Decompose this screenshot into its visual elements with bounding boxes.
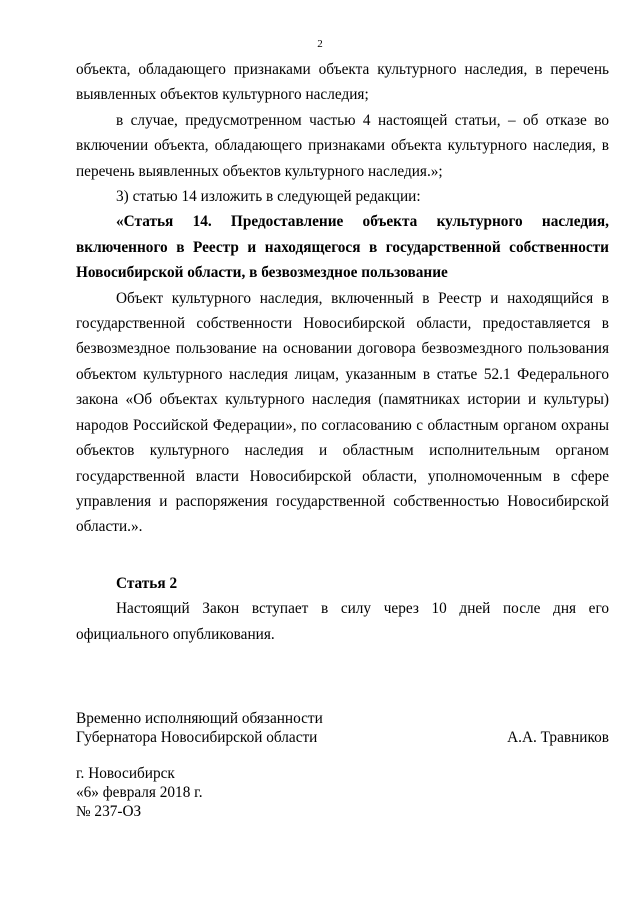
footer-law-number: № 237-ОЗ bbox=[76, 803, 142, 820]
article-2-heading: Статья 2 bbox=[116, 574, 178, 592]
signatory-position-line1: Временно исполняющий обязанности bbox=[76, 710, 323, 727]
footer-date: «6» февраля 2018 г. bbox=[76, 784, 203, 801]
document-footer bbox=[76, 764, 203, 821]
paragraph-refusal-case: в случае, предусмотренном частью 4 настоящей статьи, – об отказе во включении объекта, обладающего признаками объекта культурного наследия, в перечень выявленных объектов культурного наследия.»; bbox=[76, 111, 609, 180]
document-body bbox=[76, 57, 609, 647]
paragraph-amendment-article-14: 3) статью 14 изложить в следующей редакции: bbox=[116, 188, 421, 206]
paragraph-continuation: объекта, обладающего признаками объекта культурного наследия, в перечень выявленных объектов культурного наследия; bbox=[76, 61, 609, 104]
signature-block bbox=[76, 709, 609, 747]
signatory-name: А.А. Травников bbox=[507, 729, 609, 746]
article-2-text: Настоящий Закон вступает в силу через 10 дней после дня его официального опубликования. bbox=[76, 600, 609, 643]
footer-city: г. Новосибирск bbox=[76, 765, 175, 782]
signatory-position-line2: Губернатора Новосибирской области bbox=[76, 729, 318, 746]
article-14-text: Объект культурного наследия, включенный в Реестр и находящийся в государственной собственности Новосибирской области, предоставляется в безвозмездное пользование на основании договора безвозмездного пользования объектом культурного наследия лицам, указанным в статье 52.1 Федерального закона «Об объектах культурного наследия (памятниках истории и культуры) народов Российской Федерации», по согласованию с областным органом охраны объектов культурного наследия и областным исполнительным органом государственной власти Новосибирской области, уполномоченным в сфере управления и распоряжения государственной собственностью Новосибирской области.». bbox=[76, 289, 609, 536]
article-14-heading: «Статья 14. Предоставление объекта культурного наследия, включенного в Реестр и находящегося в государственной собственности Новосибирской области, в безвозмездное пользование bbox=[76, 213, 609, 282]
page-number: 2 bbox=[317, 38, 323, 50]
